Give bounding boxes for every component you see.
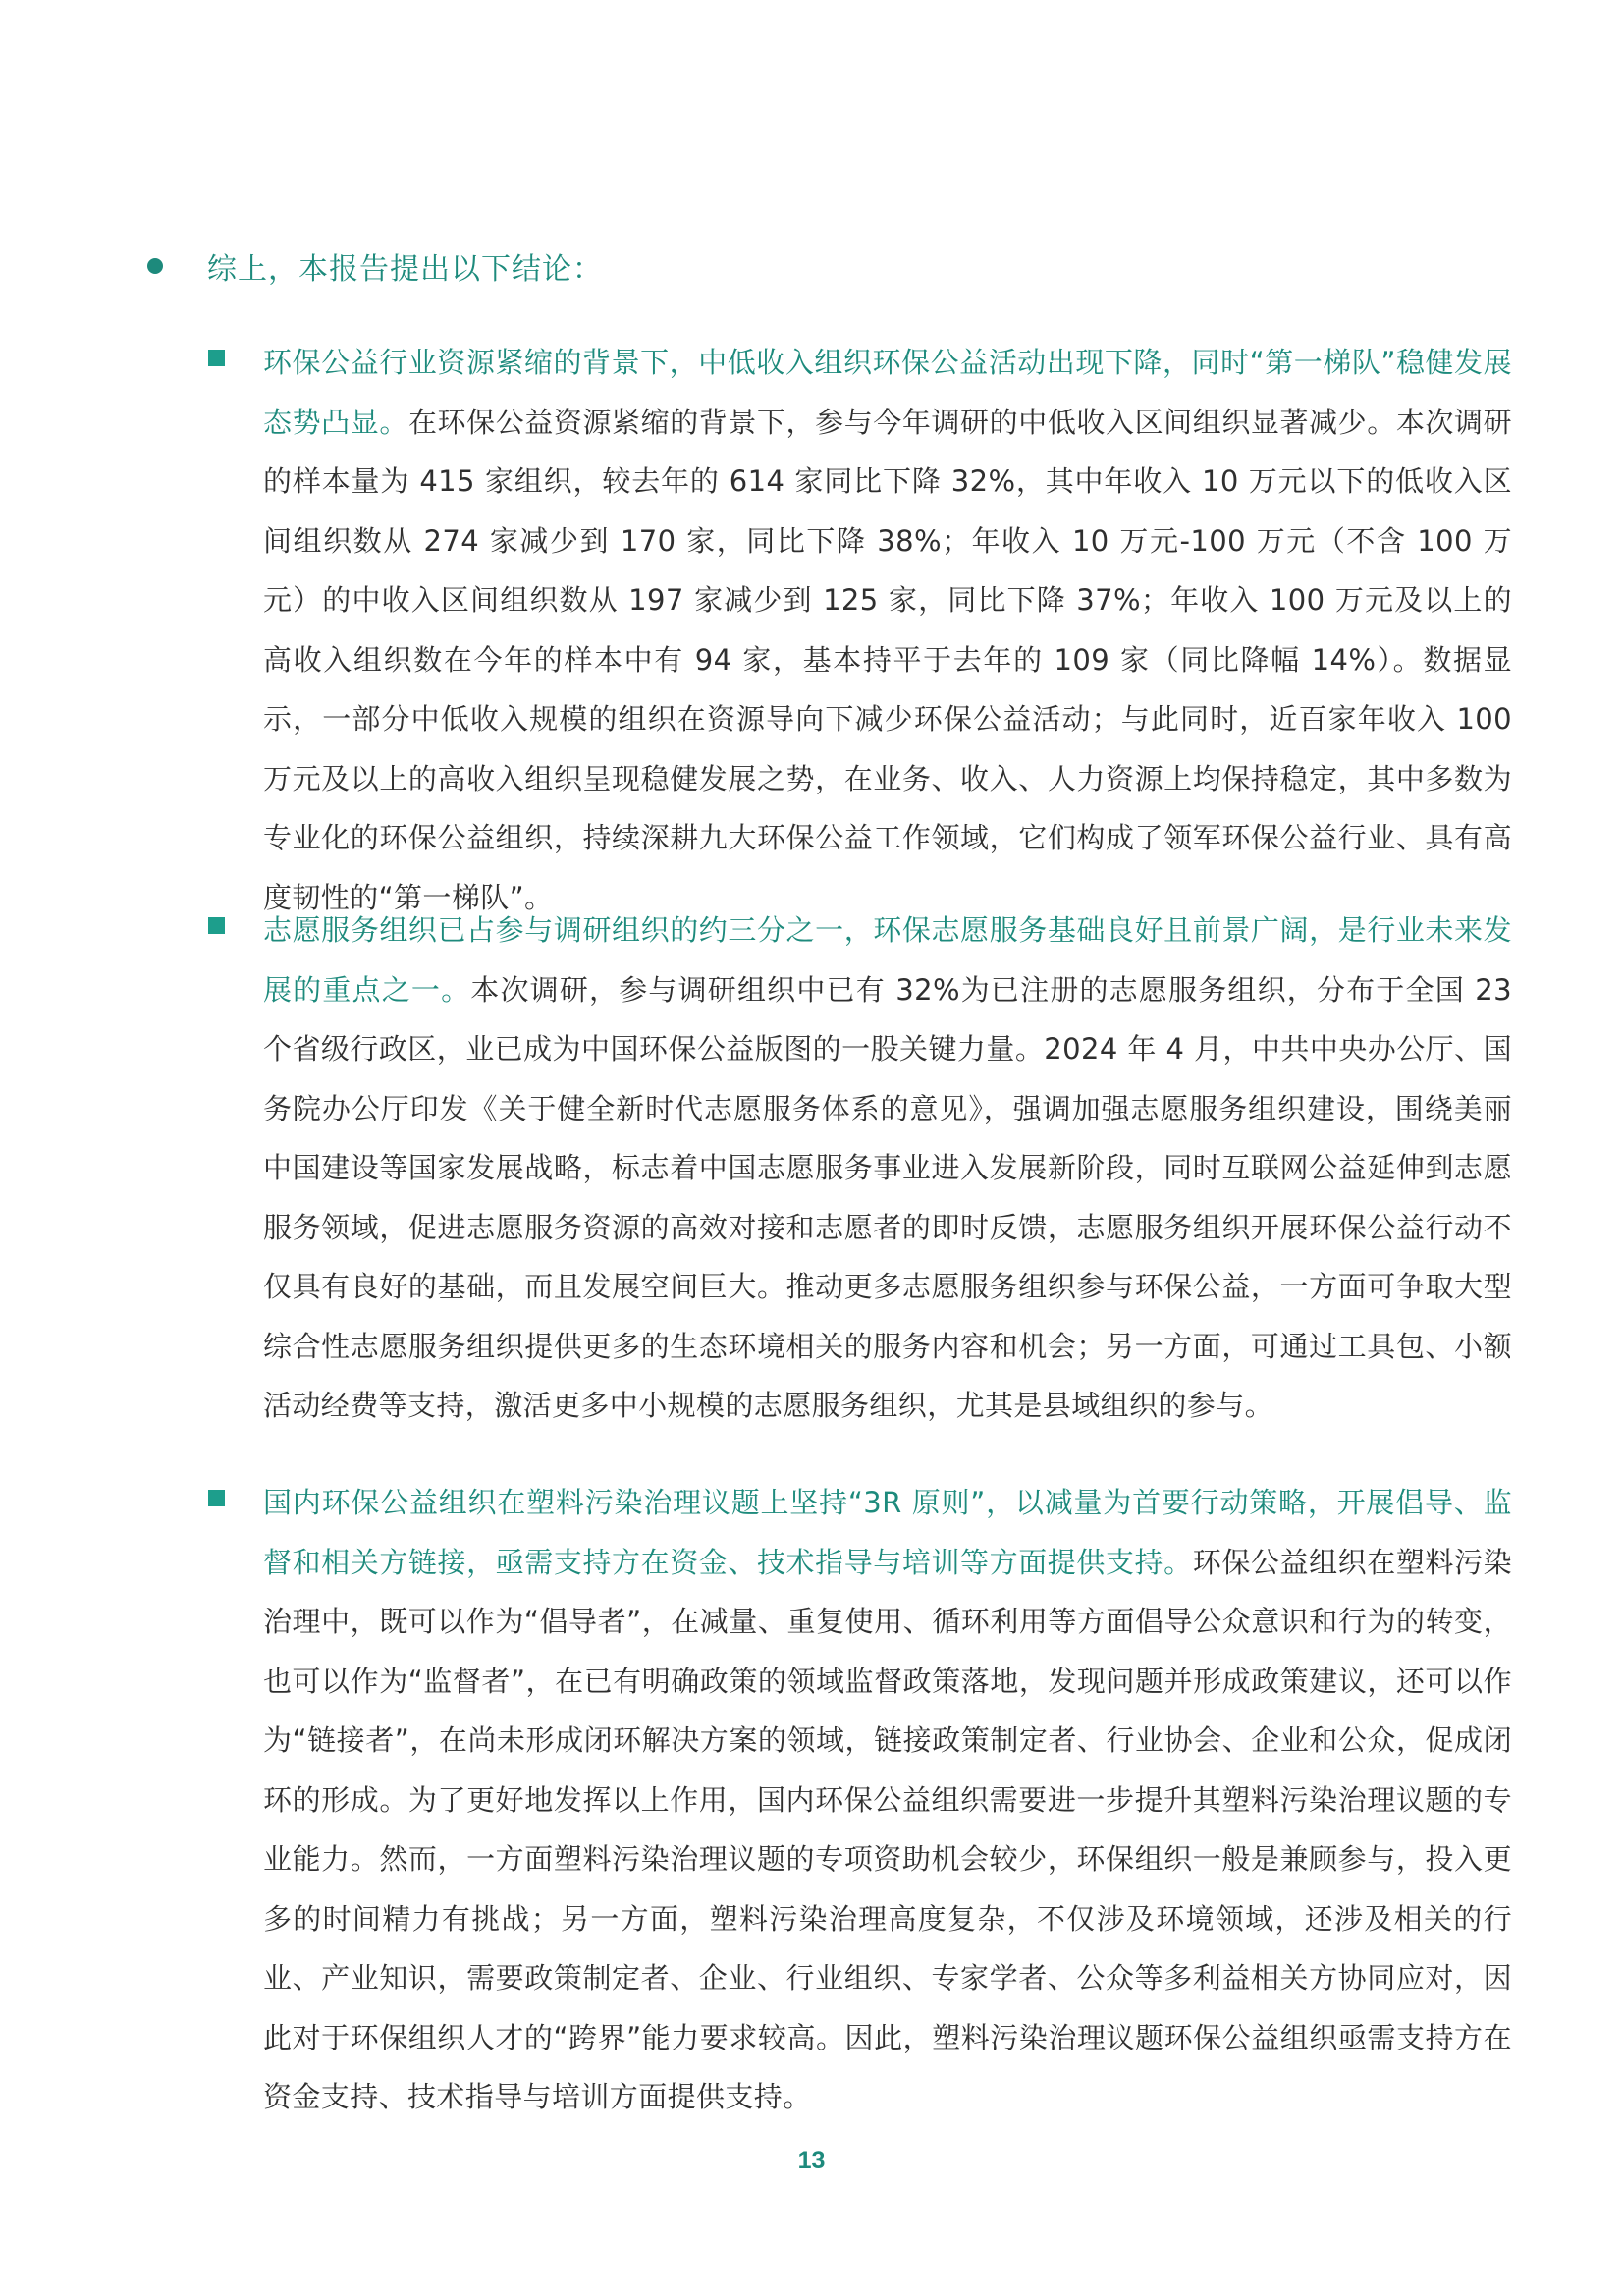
conclusion-paragraph bbox=[263, 901, 1512, 1436]
square-bullet-icon bbox=[208, 350, 225, 366]
conclusion-paragraph bbox=[263, 333, 1512, 927]
conclusion-heading: 环保公益行业资源紧缩的背景下，中低收入组织环保公益活动出现下降，同时“第一梯队”稳健发展态势凸显。 bbox=[263, 346, 1512, 439]
conclusion-text: 本次调研，参与调研组织中已有 32%为已注册的志愿服务组织，分布于全国 23 个省级行政区，业已成为中国环保公益版图的一股关键力量。2024 年 4 月，中共中央办公厅、国务院办公厅印发《关于健全新时代志愿服务体系的意见》，强调加强志愿服务组织建设，围绕美丽中国建设等国家发展战略，标志着中国志愿服务事业进入发展新阶段，同时互联网公益延伸到志愿服务领域，促进志愿服务资源的高效对接和志愿者的即时反馈，志愿服务组织开展环保公益行动不仅具有良好的基础，而且发展空间巨大。推动更多志愿服务组织参与环保公益，一方面可争取大型综合性志愿服务组织提供更多的生态环境相关的服务内容和机会；另一方面，可通过工具包、小额活动经费等支持，激活更多中小规模的志愿服务组织，尤其是县域组织的参与。 bbox=[263, 972, 1512, 1422]
summary-lead bbox=[147, 242, 1502, 291]
square-bullet-icon bbox=[208, 1490, 225, 1506]
page-number: 13 bbox=[797, 2147, 826, 2174]
conclusion-heading: 国内环保公益组织在塑料污染治理议题上坚持“3R 原则”，以减量为首要行动策略，开展倡导、监督和相关方链接，亟需支持方在资金、技术指导与培训等方面提供支持。 bbox=[263, 1486, 1512, 1579]
conclusion-text: 在环保公益资源紧缩的背景下，参与今年调研的中低收入区间组织显著减少。本次调研的样本量为 415 家组织，较去年的 614 家同比下降 32%，其中年收入 10 万元以下的低收入区间组织数从 274 家减少到 170 家，同比下降 38%；年收入 10 万元-100 万元（不含 100 万元）的中收入区间组织数从 197 家减少到 125 家，同比下降 37%；年收入 100 万元及以上的高收入组织数在今年的样本中有 94 家，基本持平于去年的 109 家（同比降幅 14%）。数据显示，一部分中低收入规模的组织在资源导向下减少环保公益活动；与此同时，近百家年收入 100 万元及以上的高收入组织呈现稳健发展之势，在业务、收入、人力资源上均保持稳定，其中多数为专业化的环保公益组织，持续深耕九大环保公益工作领域，它们构成了领军环保公益行业、具有高度韧性的“第一梯队”。 bbox=[263, 405, 1512, 914]
summary-lead-text: 综上，本报告提出以下结论： bbox=[207, 252, 603, 287]
round-bullet-icon bbox=[147, 258, 163, 274]
conclusion-paragraph bbox=[263, 1473, 1512, 2127]
conclusion-heading: 志愿服务组织已占参与调研组织的约三分之一，环保志愿服务基础良好且前景广阔，是行业未来发展的重点之一。 bbox=[263, 913, 1512, 1007]
square-bullet-icon bbox=[208, 917, 225, 934]
conclusion-text: 环保公益组织在塑料污染治理中，既可以作为“倡导者”，在减量、重复使用、循环利用等方面倡导公众意识和行为的转变，也可以作为“监督者”，在已有明确政策的领域监督政策落地，发现问题并形成政策建议，还可以作为“链接者”，在尚未形成闭环解决方案的领域，链接政策制定者、行业协会、企业和公众，促成闭环的形成。为了更好地发挥以上作用，国内环保公益组织需要进一步提升其塑料污染治理议题的专业能力。然而，一方面塑料污染治理议题的专项资助机会较少，环保组织一般是兼顾参与，投入更多的时间精力有挑战；另一方面，塑料污染治理高度复杂，不仅涉及环境领域，还涉及相关的行业、产业知识，需要政策制定者、企业、行业组织、专家学者、公众等多利益相关方协同应对，因此对于环保组织人才的“跨界”能力要求较高。因此，塑料污染治理议题环保公益组织亟需支持方在资金支持、技术指导与培训方面提供支持。 bbox=[263, 1545, 1512, 2113]
